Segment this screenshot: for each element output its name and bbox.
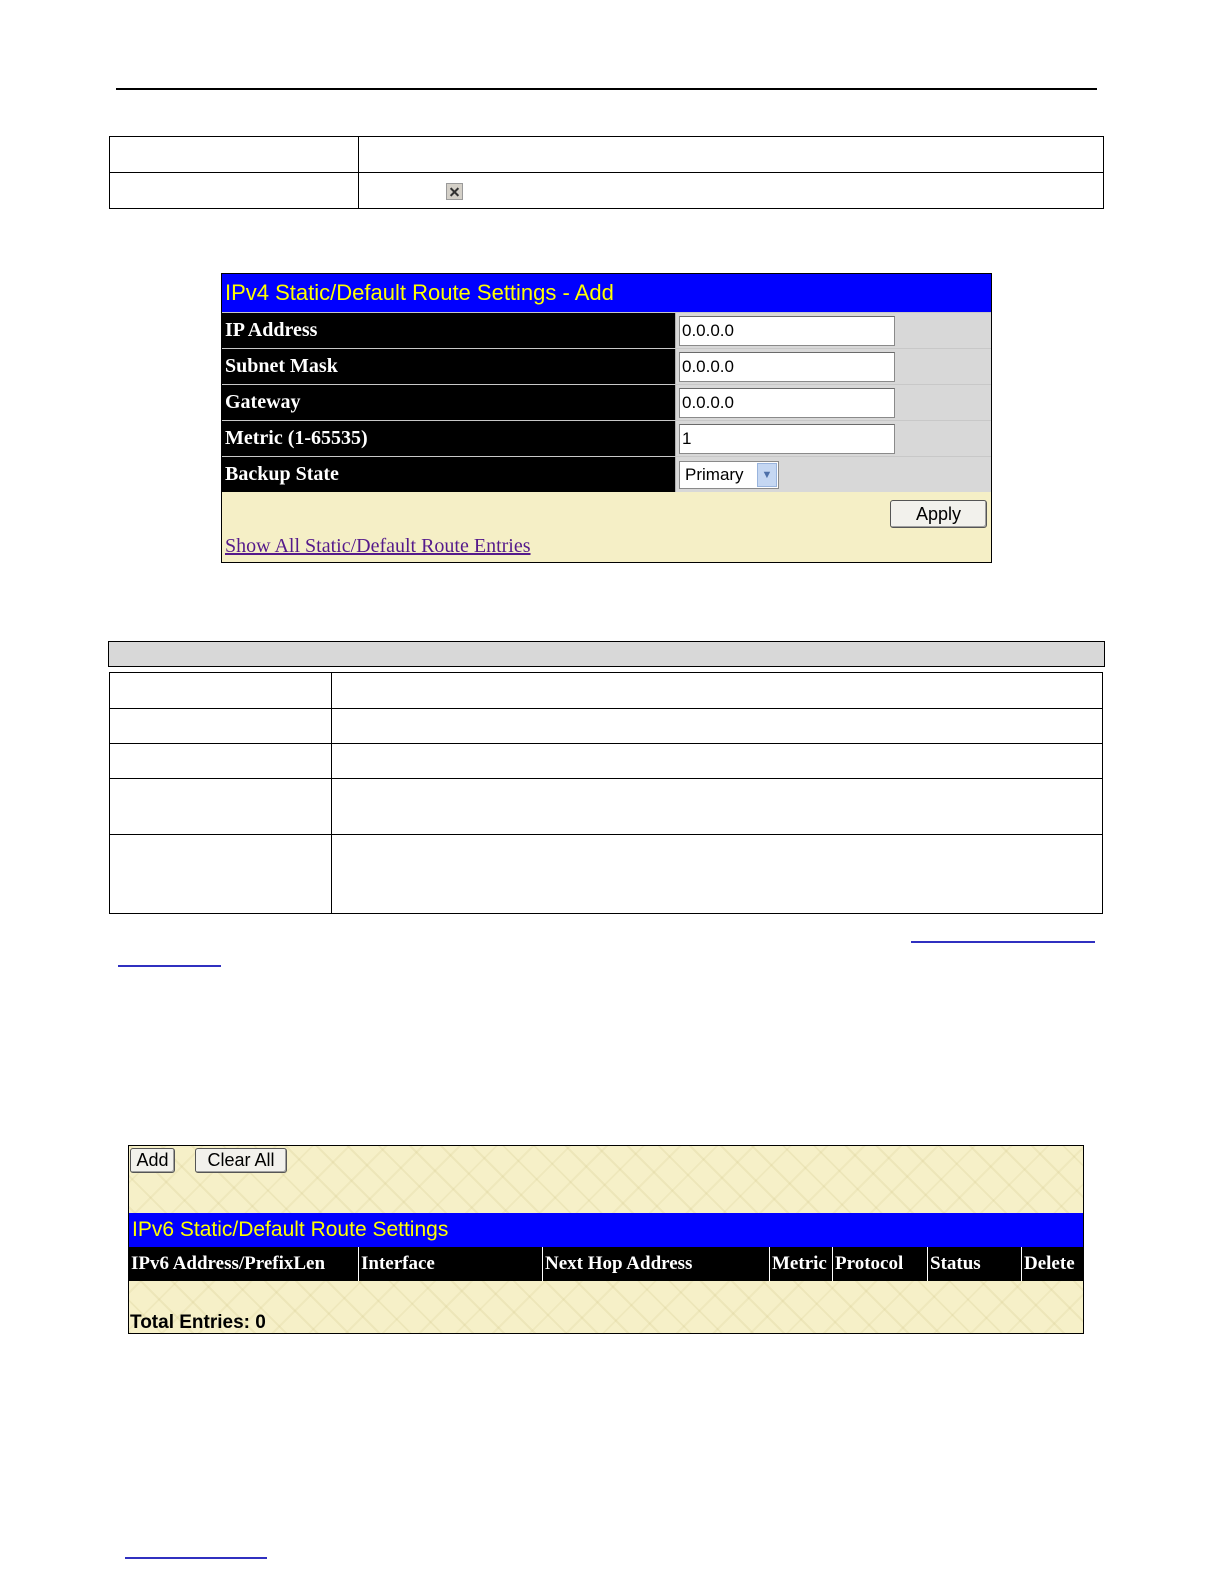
metric-input[interactable] xyxy=(679,424,895,454)
chevron-down-icon[interactable]: ▼ xyxy=(757,463,777,487)
total-entries: Total Entries: 0 xyxy=(130,1312,266,1333)
clear-all-button[interactable]: Clear All xyxy=(195,1148,287,1173)
backup-state-select[interactable] xyxy=(679,461,779,489)
ip-address-input[interactable] xyxy=(679,316,895,346)
add-button[interactable]: Add xyxy=(130,1148,175,1173)
header-rule xyxy=(116,88,1097,90)
col-interface: Interface xyxy=(359,1247,543,1281)
ipv6-table-header xyxy=(129,1247,1083,1281)
link-underline[interactable] xyxy=(118,965,221,967)
ipv6-panel-title: IPv6 Static/Default Route Settings xyxy=(129,1213,1083,1247)
backup-state-row xyxy=(222,456,991,492)
subnet-mask-row xyxy=(222,348,991,384)
gateway-input[interactable] xyxy=(679,388,895,418)
delete-icon-table xyxy=(109,136,1104,209)
col-metric: Metric xyxy=(770,1247,833,1281)
col-ipv6-address: IPv6 Address/PrefixLen xyxy=(129,1247,359,1281)
link-underline[interactable] xyxy=(125,1557,267,1559)
ip-address-label: IP Address xyxy=(222,313,675,348)
link-underline[interactable] xyxy=(911,941,1095,943)
subnet-mask-label: Subnet Mask xyxy=(222,349,675,384)
metric-row xyxy=(222,420,991,456)
show-all-routes-link[interactable]: Show All Static/Default Route Entries xyxy=(225,535,531,557)
backup-state-selected: Primary xyxy=(685,465,744,484)
gateway-row xyxy=(222,384,991,420)
description-table-header xyxy=(108,641,1105,667)
ip-address-row xyxy=(222,312,991,348)
ipv4-route-add-panel xyxy=(221,273,992,563)
ipv4-panel-title: IPv4 Static/Default Route Settings - Add xyxy=(222,274,991,312)
col-status: Status xyxy=(928,1247,1022,1281)
ipv6-route-settings-panel xyxy=(128,1145,1084,1334)
gateway-label: Gateway xyxy=(222,385,675,420)
col-protocol: Protocol xyxy=(833,1247,928,1281)
col-delete: Delete xyxy=(1024,1253,1075,1274)
backup-state-label: Backup State xyxy=(222,457,675,492)
apply-button[interactable]: Apply xyxy=(890,500,987,528)
subnet-mask-input[interactable] xyxy=(679,352,895,382)
close-icon xyxy=(446,183,463,200)
col-next-hop: Next Hop Address xyxy=(543,1247,770,1281)
metric-label: Metric (1-65535) xyxy=(222,421,675,456)
description-table xyxy=(109,672,1103,914)
